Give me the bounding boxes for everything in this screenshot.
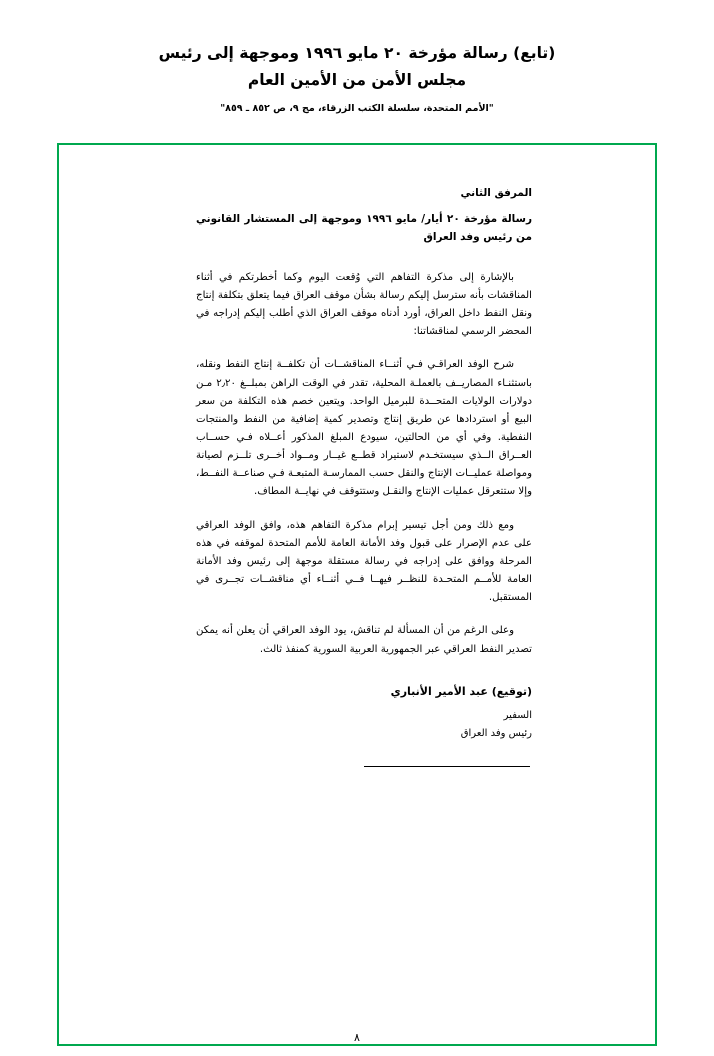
body-paragraph-1: بالإشارة إلى مذكرة التفاهم التي وُقعت اليوم وكما أخطرتكم في أثناء المناقشات بأنه سترسل إليكم رسالة بشأن موقف العراق فيما يتعلق بتكلفة إنتاج ونقل النفط داخل العراق، أورد أدناه موقف العراق الذي أطلب إليكم إدراجه في المحضر الرسمي لمناقشاتنا: bbox=[196, 271, 532, 338]
body-paragraph-3: ومع ذلك ومن أجل تيسير إبرام مذكرة التفاهم هذه، وافق الوفد العراقي على عدم الإصرار على قبول وفد الأمانة العامة للأمم المتحدة لموقفه في هذه المرحلة ووافق على إدراجه في رسالة مستقلة موجهة إلى رئيس وفد الأمانة العامة للأمــم المتحـدة للنظــر فيهــا فــي أثنــاء أي مناقشــات تجــرى في المستقبل. bbox=[196, 519, 532, 604]
header-source-note: "الأمم المتحدة، سلسلة الكتب الزرقاء، مج ٩، ص ٨٥٢ ـ ٨٥٩" bbox=[220, 102, 494, 114]
signature-role-1: السفير bbox=[503, 709, 532, 721]
page-footer bbox=[0, 1031, 714, 1044]
signature-block bbox=[196, 685, 532, 744]
header-title-line-2: مجلس الأمن من الأمين العام bbox=[247, 71, 467, 90]
document-frame bbox=[57, 143, 657, 1046]
horizontal-rule bbox=[364, 766, 530, 767]
signature-role-2: رئيس وفد العراق bbox=[460, 728, 532, 740]
signature-name: (توقيع) عبد الأمير الأنباري bbox=[390, 684, 532, 698]
annex-title: المرفق الثاني bbox=[460, 187, 532, 199]
document-body bbox=[196, 187, 532, 767]
header-title-line-1: (تابع) رسالة مؤرخة ٢٠ مايو ١٩٩٦ وموجهة إلى رئيس bbox=[158, 44, 556, 62]
page-number: ٨ bbox=[354, 1031, 360, 1044]
letter-heading: رسالة مؤرخة ٢٠ أيار/ مايو ١٩٩٦ وموجهة إلى المستشار القانوني من رئيس وفد العراق bbox=[196, 213, 532, 244]
body-paragraph-2: شرح الوفد العراقـي فـي أثنــاء المناقشــات أن تكلفــة إنتاج النفط ونقله، باستثنـاء المصاريــف بالعملـة المحلية، تقدر في الوقت الراهن بمبلــغ ٢٫٢٠ مـن دولارات الولايات المتحــدة للبرميل الواحد. ويتعين خصم هذه التكلفة من سعر البيع أو استردادها عن طريق إنتاج وتصدير كمية إضافية من النفط والمنتجات النفطية. وفي أي من الحالتين، سيودع المبلغ المذكور أعــلاه فـي حســاب العــراق الــذي سيستخـدم لاستيراد قطــع غيــار ومــواد أخــرى تلــزم لصيانة ومواصلة عمليــات الإنتاج والنقل حسب الممارسـة المتبعـة فـي صناعــة النفــط، وإلا ستتعرقل عمليات الإنتاج والنقـل وستتوقف في نهايــة المطاف. bbox=[196, 359, 532, 498]
body-paragraph-4: وعلى الرغم من أن المسألة لم تناقش، يود الوفد العراقي أن يعلن أنه يمكن تصدير النفط العراقي عبر الجمهورية العربية السورية كمنفذ ثالث. bbox=[196, 625, 532, 655]
page-header bbox=[0, 42, 714, 115]
